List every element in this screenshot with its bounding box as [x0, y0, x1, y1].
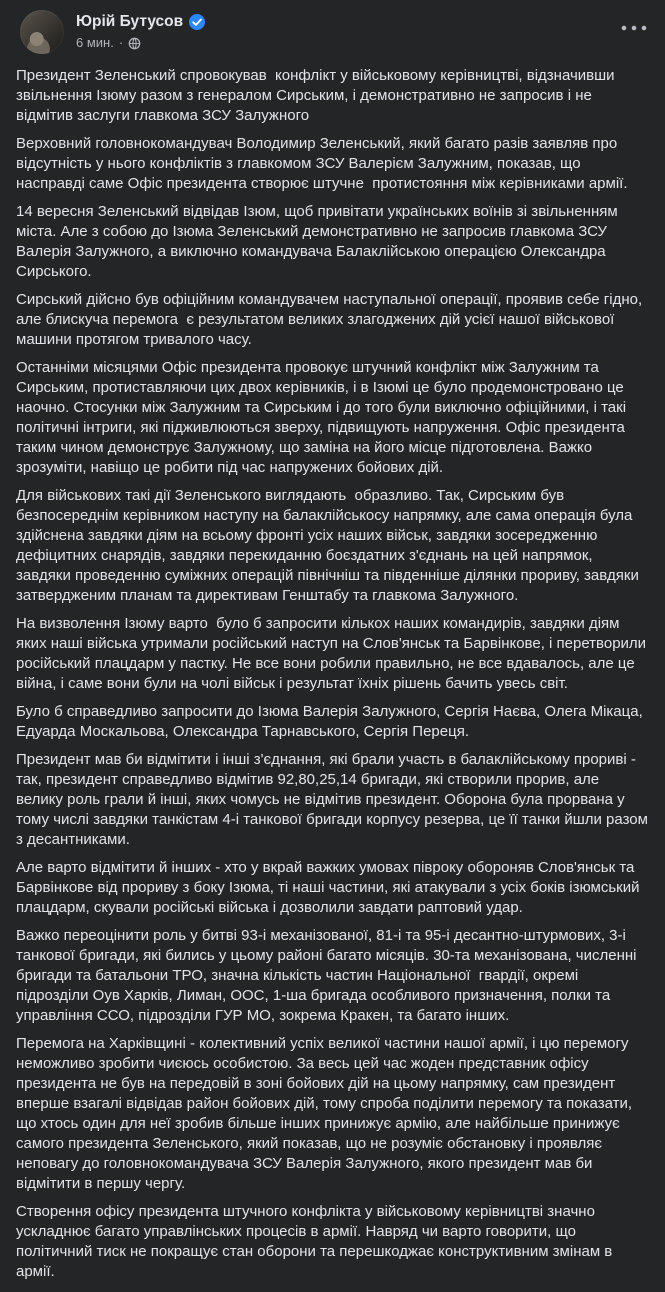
post-paragraph: Створення офісу президента штучного конфлікта у військовому керівництві значно ускладнює багато управлінських процесів в армії. Навряд чи варто говорити, що політичний тиск не покращує стан оборони та перешкоджає конструктивним змінам в армії. — [16, 1203, 617, 1280]
post-paragraph: Було б справедливо запросити до Ізюма Валерія Залужного, Сергія Наєва, Олега Мікаца, Едуарда Москальова, Олександра Тарнавського, Сергія Переця. — [16, 703, 647, 740]
post-paragraph: Президент Зеленський спровокував конфлікт у військовому керівництві, відзначивши звільнення Ізюму разом з генералом Сирським, і демонстративно не запросив і не відмітив заслуги главкома ЗСУ Залужного — [16, 67, 619, 124]
post-paragraph: Але варто відмітити й інших - хто у вкрай важких умовах півроку обороняв Слов'янськ та Барвінкове від прориву з боку Ізюма, ті наші частини, які атакували з усіх боків ізюмський плацдарм, скували російські війська і дозволили завдати раптовий удар. — [16, 859, 644, 916]
meta-separator: · — [118, 35, 124, 50]
post-paragraph: Верховний головнокомандувач Володимир Зеленський, який багато разів заявляв про відсутність у нього конфліктів з главкомом ЗСУ Валерієм Залужним, показав, що насправді саме Офіс президента створює штучне протистояння між керівниками армії. — [16, 135, 628, 192]
verified-badge-icon — [189, 14, 205, 30]
post-timestamp[interactable]: 6 мин. — [76, 35, 114, 50]
post-meta — [76, 35, 205, 51]
globe-icon — [128, 37, 141, 50]
author-name[interactable]: Юрій Бутусов — [76, 13, 184, 30]
post-paragraph: Важко переоцінити роль у битві 93-і механізованої, 81-і та 95-і десантно-штурмових, 3-і танкової бригади, які бились у цьому районі багато місяців. 30-та механізована, численні бригади та батальони ТРО, значна кількість частин Національної гвардії, окремі підрозділи Оув Харків, Лиман, ООС, 1-ша бригада особливого призначення, полки та управління ССО, підрозділи ГУР МО, зокрема Кракен, та багато інших. — [16, 927, 641, 1024]
post-paragraph: Сирський дійсно був офіційним командувачем наступальної операції, проявив себе гідно, але блискуча перемога є результатом великих злагоджених дій усієї нашої військової машини протягом тривалого часу. — [16, 291, 647, 348]
post-header — [0, 0, 665, 60]
post-header-text — [76, 10, 205, 51]
post-body — [0, 60, 665, 1292]
post-paragraph: 14 вересня Зеленський відвідав Ізюм, щоб привітати українських воїнів зі звільненням міста. Але з собою до Ізюма Зеленський демонстративно не запросив главкома ЗСУ Валерія Залужного, а виключно командувача Балаклійською операцією Олександра Сирського. — [16, 203, 622, 280]
post-paragraph: Перемога на Харківщині - колективний успіх великої частини нашої армії, і цю перемогу неможливо зробити чиєюсь особистою. За весь цей час жоден представник офісу президента не був на передовій в зоні бойових дій на цьому напрямку, сам президент вперше взагалі відвідав район бойових дій, тому спроба поділити перемогу та показати, що хтось один для неї зробив більше інших принижує армію, але найбільше принижує самого президента Зеленського, який показав, що не розуміє обстановку і проявляє неповагу до головнокомандувача ЗСУ Валерія Залужного, якого президент мав би відмітити в першу чергу. — [16, 1035, 637, 1192]
post-paragraph: Президент мав би відмітити і інші з'єднання, які брали участь в балаклійському прориві - так, президент справедливо відмітив 92,80,25,14 бригади, які створили прорив, але велику роль грали й інші, яких чомусь не відмітив президент. Оборона була прорвана у тому числі завдяки танкістам 4-і танкової бригади корпусу резерва, це її танки йшли разом з десантниками. — [16, 751, 653, 848]
author-line — [76, 12, 205, 32]
avatar[interactable] — [20, 10, 64, 54]
post-paragraph: Останніми місяцями Офіс президента провокує штучний конфлікт між Залужним та Сирським, протиставляючи цих двох керівників, і в Ізюмі це було продемонстровано це наочно. Стосунки між Залужним та Сирським і до того були виключно офіційними, і такі політичні інтриги, які підживлюються зверху, підвищують напруження. Офіс президента таким чином демонструє Залужному, що заміна на його місце підготовлена. Важко зрозуміти, навіщо це робити під час напружених бойових дій. — [16, 359, 631, 476]
post-paragraph: Для військових такі дії Зеленського виглядають образливо. Так, Сирським був безпосереднім керівником наступу на балаклійськосу напрямку, але сама операція була здійснена завдяки діям на всьому фронті усіх наших військ, завдяки зосередженню дефіцитних снарядів, завдяки перекиданню боєздатних з'єднань на цей напрямок, завдяки проведенню суміжних операцій північніш та південніше ділянки прориву, завдяки затвердженим планам та директивам Генштабу та главкома Залужного. — [16, 487, 644, 604]
more-options-button[interactable] — [617, 14, 651, 42]
post-paragraph: На визволення Ізюму варто було б запросити кількох наших командирів, завдяки діям яких наші війська утримали російський наступ на Слов'янськ та Барвінкове, і перетворили російський плацдарм у пастку. Не все вони робили правильно, не все вдавалось, але це війна, і саме вони були на чолі військ і результат їхніх рішень бачить увесь світ. — [16, 615, 651, 692]
ellipsis-icon — [620, 19, 648, 37]
